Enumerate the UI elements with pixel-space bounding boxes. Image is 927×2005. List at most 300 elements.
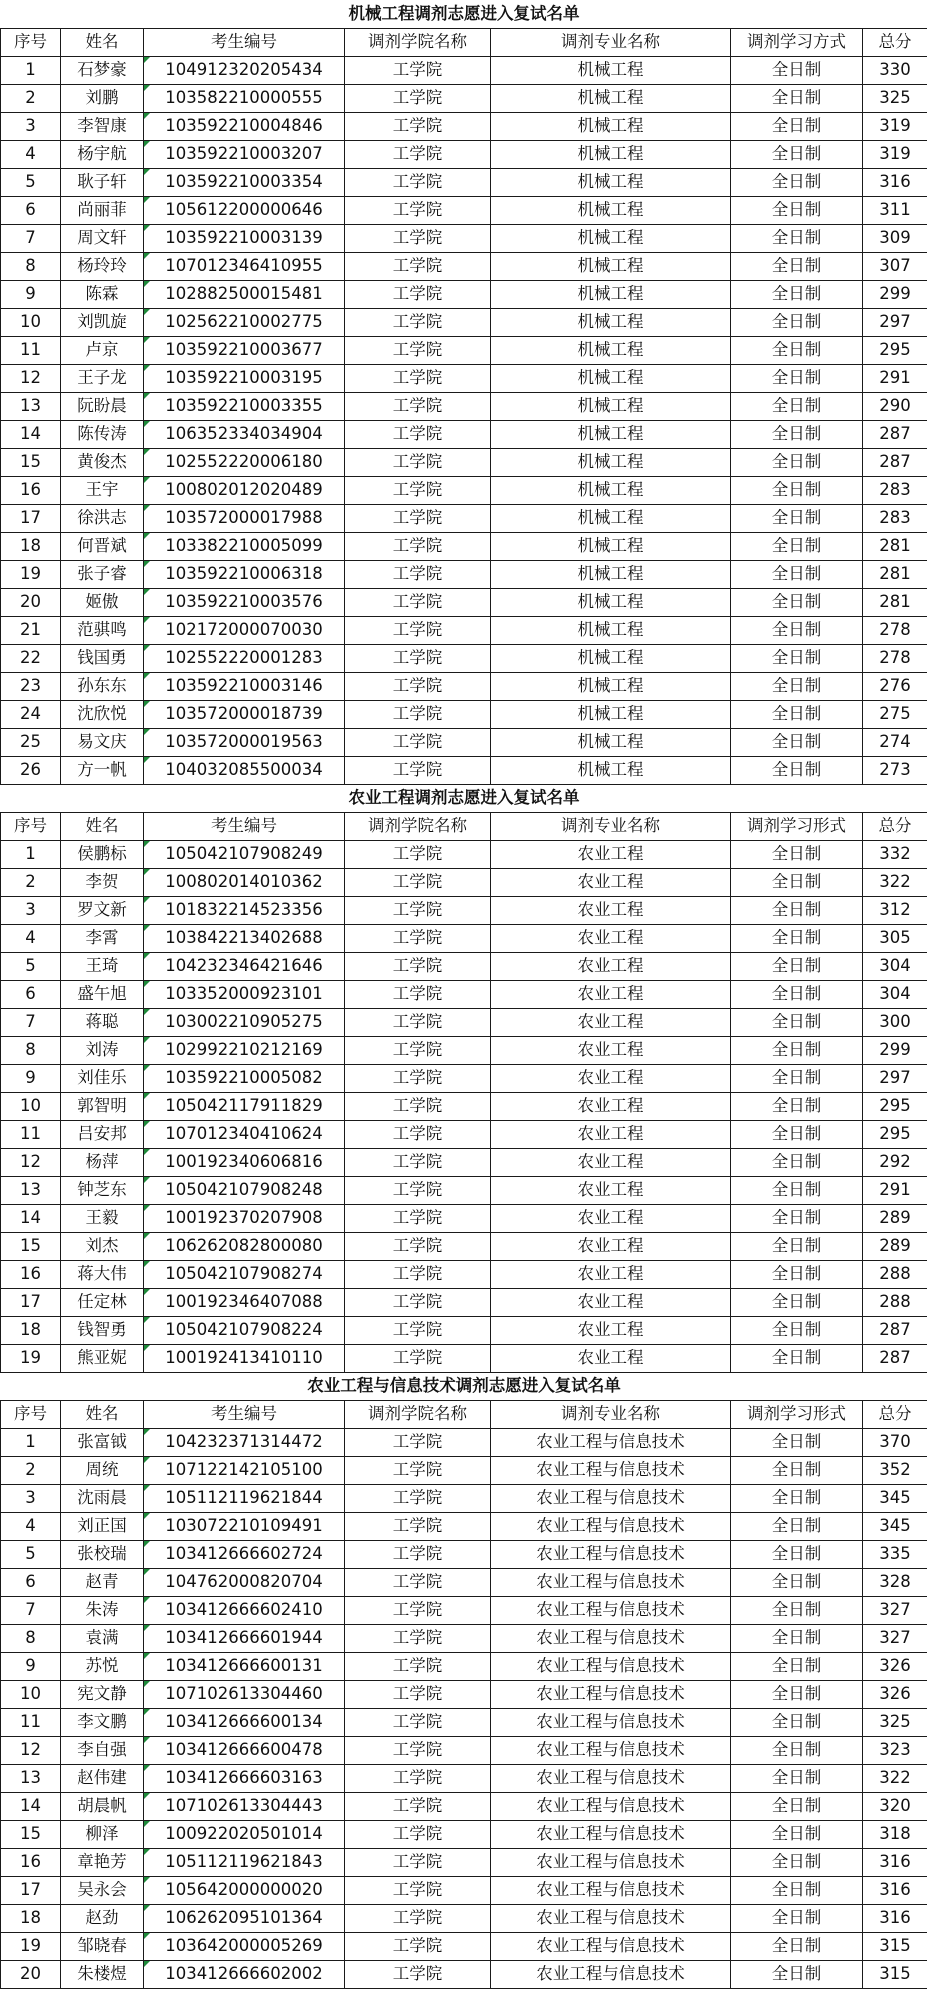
header-student-name: 姓名	[61, 28, 144, 56]
college-name-cell: 工学院	[345, 1596, 491, 1624]
serial-no-cell: 8	[1, 252, 61, 280]
student-name-cell: 姬傲	[61, 588, 144, 616]
table-row	[1, 1764, 927, 1792]
total-score-cell: 287	[863, 420, 927, 448]
student-name-cell: 宪文静	[61, 1680, 144, 1708]
exam-id-cell: 103572000018739	[144, 700, 345, 728]
exam-id-cell: 102992210212169	[144, 1036, 345, 1064]
major-name-cell: 机械工程	[491, 448, 731, 476]
study-mode-cell: 全日制	[731, 588, 863, 616]
study-mode-cell: 全日制	[731, 1596, 863, 1624]
student-name-cell: 李文鹏	[61, 1708, 144, 1736]
total-score-cell: 328	[863, 1568, 927, 1596]
total-score-cell: 304	[863, 980, 927, 1008]
study-mode-cell: 全日制	[731, 1008, 863, 1036]
total-score-cell: 323	[863, 1736, 927, 1764]
study-mode-cell: 全日制	[731, 532, 863, 560]
major-name-cell: 农业工程	[491, 1120, 731, 1148]
total-score-cell: 345	[863, 1484, 927, 1512]
table-row	[1, 140, 927, 168]
exam-id-cell: 107012340410624	[144, 1120, 345, 1148]
total-score-cell: 295	[863, 1092, 927, 1120]
exam-id-cell: 105042107908248	[144, 1176, 345, 1204]
study-mode-cell: 全日制	[731, 896, 863, 924]
study-mode-cell: 全日制	[731, 1708, 863, 1736]
major-name-cell: 农业工程与信息技术	[491, 1820, 731, 1848]
study-mode-cell: 全日制	[731, 1260, 863, 1288]
college-name-cell: 工学院	[345, 644, 491, 672]
table-row	[1, 1792, 927, 1820]
study-mode-cell: 全日制	[731, 140, 863, 168]
exam-id-cell: 103412666600131	[144, 1652, 345, 1680]
major-name-cell: 机械工程	[491, 476, 731, 504]
agricultural-engineering-title-row	[1, 784, 927, 812]
total-score-cell: 287	[863, 1344, 927, 1372]
exam-id-cell: 100802014010362	[144, 868, 345, 896]
college-name-cell: 工学院	[345, 896, 491, 924]
major-name-cell: 机械工程	[491, 112, 731, 140]
college-name-cell: 工学院	[345, 1456, 491, 1484]
header-serial-no: 序号	[1, 28, 61, 56]
study-mode-cell: 全日制	[731, 1960, 863, 1988]
college-name-cell: 工学院	[345, 1736, 491, 1764]
table-row	[1, 1820, 927, 1848]
exam-id-cell: 104912320205434	[144, 56, 345, 84]
table-row	[1, 280, 927, 308]
exam-id-cell: 103592210003677	[144, 336, 345, 364]
serial-no-cell: 2	[1, 868, 61, 896]
student-name-cell: 李霄	[61, 924, 144, 952]
major-name-cell: 机械工程	[491, 504, 731, 532]
exam-id-cell: 103842213402688	[144, 924, 345, 952]
total-score-cell: 274	[863, 728, 927, 756]
table-row	[1, 448, 927, 476]
total-score-cell: 292	[863, 1148, 927, 1176]
study-mode-cell: 全日制	[731, 560, 863, 588]
college-name-cell: 工学院	[345, 112, 491, 140]
major-name-cell: 农业工程与信息技术	[491, 1904, 731, 1932]
student-name-cell: 吕安邦	[61, 1120, 144, 1148]
student-name-cell: 孙东东	[61, 672, 144, 700]
study-mode-cell: 全日制	[731, 840, 863, 868]
total-score-cell: 319	[863, 112, 927, 140]
study-mode-cell: 全日制	[731, 1512, 863, 1540]
total-score-cell: 316	[863, 1876, 927, 1904]
exam-id-cell: 103592210003354	[144, 168, 345, 196]
major-name-cell: 农业工程与信息技术	[491, 1596, 731, 1624]
table-row	[1, 1036, 927, 1064]
college-name-cell: 工学院	[345, 308, 491, 336]
student-name-cell: 杨玲玲	[61, 252, 144, 280]
exam-id-cell: 103592210003146	[144, 672, 345, 700]
table-row	[1, 196, 927, 224]
college-name-cell: 工学院	[345, 364, 491, 392]
total-score-cell: 312	[863, 896, 927, 924]
serial-no-cell: 24	[1, 700, 61, 728]
study-mode-cell: 全日制	[731, 392, 863, 420]
table-row	[1, 308, 927, 336]
table-row	[1, 1288, 927, 1316]
study-mode-cell: 全日制	[731, 1764, 863, 1792]
table-row	[1, 504, 927, 532]
college-name-cell: 工学院	[345, 56, 491, 84]
college-name-cell: 工学院	[345, 196, 491, 224]
serial-no-cell: 14	[1, 1792, 61, 1820]
total-score-cell: 283	[863, 476, 927, 504]
table-row	[1, 420, 927, 448]
serial-no-cell: 21	[1, 616, 61, 644]
student-name-cell: 王琦	[61, 952, 144, 980]
serial-no-cell: 16	[1, 476, 61, 504]
college-name-cell: 工学院	[345, 1792, 491, 1820]
exam-id-cell: 103412666602724	[144, 1540, 345, 1568]
exam-id-cell: 100922020501014	[144, 1820, 345, 1848]
table-row	[1, 560, 927, 588]
study-mode-cell: 全日制	[731, 196, 863, 224]
table-row	[1, 952, 927, 980]
college-name-cell: 工学院	[345, 280, 491, 308]
major-name-cell: 机械工程	[491, 364, 731, 392]
college-name-cell: 工学院	[345, 1036, 491, 1064]
study-mode-cell: 全日制	[731, 700, 863, 728]
exam-id-cell: 100192346407088	[144, 1288, 345, 1316]
student-name-cell: 蒋大伟	[61, 1260, 144, 1288]
major-name-cell: 机械工程	[491, 616, 731, 644]
total-score-cell: 316	[863, 1904, 927, 1932]
table-row	[1, 728, 927, 756]
exam-id-cell: 102172000070030	[144, 616, 345, 644]
study-mode-cell: 全日制	[731, 1624, 863, 1652]
college-name-cell: 工学院	[345, 140, 491, 168]
student-name-cell: 侯鹏标	[61, 840, 144, 868]
header-student-name: 姓名	[61, 812, 144, 840]
table-row	[1, 1904, 927, 1932]
study-mode-cell: 全日制	[731, 1876, 863, 1904]
table-row	[1, 1736, 927, 1764]
major-name-cell: 机械工程	[491, 644, 731, 672]
table-row	[1, 112, 927, 140]
exam-id-cell: 102552220006180	[144, 448, 345, 476]
serial-no-cell: 18	[1, 532, 61, 560]
exam-id-cell: 107102613304443	[144, 1792, 345, 1820]
student-name-cell: 袁满	[61, 1624, 144, 1652]
student-name-cell: 王子龙	[61, 364, 144, 392]
table-row	[1, 756, 927, 784]
student-name-cell: 卢京	[61, 336, 144, 364]
header-study-mode: 调剂学习形式	[731, 1400, 863, 1428]
student-name-cell: 徐洪志	[61, 504, 144, 532]
college-name-cell: 工学院	[345, 504, 491, 532]
study-mode-cell: 全日制	[731, 1540, 863, 1568]
table-row	[1, 1960, 927, 1988]
serial-no-cell: 13	[1, 392, 61, 420]
major-name-cell: 农业工程	[491, 1260, 731, 1288]
college-name-cell: 工学院	[345, 1232, 491, 1260]
serial-no-cell: 10	[1, 1092, 61, 1120]
study-mode-cell: 全日制	[731, 56, 863, 84]
table-row	[1, 168, 927, 196]
college-name-cell: 工学院	[345, 1624, 491, 1652]
total-score-cell: 295	[863, 336, 927, 364]
total-score-cell: 291	[863, 364, 927, 392]
total-score-cell: 307	[863, 252, 927, 280]
serial-no-cell: 2	[1, 84, 61, 112]
serial-no-cell: 1	[1, 1428, 61, 1456]
study-mode-cell: 全日制	[731, 1036, 863, 1064]
header-college-name: 调剂学院名称	[345, 812, 491, 840]
serial-no-cell: 23	[1, 672, 61, 700]
serial-no-cell: 11	[1, 1120, 61, 1148]
total-score-cell: 304	[863, 952, 927, 980]
exam-id-cell: 102562210002775	[144, 308, 345, 336]
total-score-cell: 327	[863, 1596, 927, 1624]
table-row	[1, 392, 927, 420]
total-score-cell: 288	[863, 1288, 927, 1316]
total-score-cell: 281	[863, 532, 927, 560]
exam-id-cell: 103352000923101	[144, 980, 345, 1008]
major-name-cell: 机械工程	[491, 84, 731, 112]
table-row	[1, 1120, 927, 1148]
total-score-cell: 281	[863, 588, 927, 616]
table-row	[1, 868, 927, 896]
exam-id-cell: 103412666602410	[144, 1596, 345, 1624]
serial-no-cell: 15	[1, 448, 61, 476]
study-mode-cell: 全日制	[731, 84, 863, 112]
major-name-cell: 机械工程	[491, 252, 731, 280]
serial-no-cell: 17	[1, 1288, 61, 1316]
serial-no-cell: 7	[1, 1008, 61, 1036]
serial-no-cell: 9	[1, 1064, 61, 1092]
exam-id-cell: 104032085500034	[144, 756, 345, 784]
exam-id-cell: 103412666600478	[144, 1736, 345, 1764]
table-row	[1, 1624, 927, 1652]
student-name-cell: 章艳芳	[61, 1848, 144, 1876]
study-mode-cell: 全日制	[731, 1820, 863, 1848]
section-title: 机械工程调剂志愿进入复试名单	[1, 0, 927, 28]
serial-no-cell: 6	[1, 1568, 61, 1596]
header-major-name: 调剂专业名称	[491, 812, 731, 840]
total-score-cell: 305	[863, 924, 927, 952]
study-mode-cell: 全日制	[731, 336, 863, 364]
serial-no-cell: 8	[1, 1624, 61, 1652]
mechanical-engineering-title-row	[1, 0, 927, 28]
total-score-cell: 316	[863, 1848, 927, 1876]
study-mode-cell: 全日制	[731, 1120, 863, 1148]
major-name-cell: 农业工程	[491, 1232, 731, 1260]
student-name-cell: 钱国勇	[61, 644, 144, 672]
header-exam-id: 考生编号	[144, 812, 345, 840]
college-name-cell: 工学院	[345, 1876, 491, 1904]
student-name-cell: 盛午旭	[61, 980, 144, 1008]
study-mode-cell: 全日制	[731, 1680, 863, 1708]
major-name-cell: 机械工程	[491, 560, 731, 588]
study-mode-cell: 全日制	[731, 448, 863, 476]
college-name-cell: 工学院	[345, 1652, 491, 1680]
total-score-cell: 330	[863, 56, 927, 84]
college-name-cell: 工学院	[345, 224, 491, 252]
major-name-cell: 农业工程与信息技术	[491, 1540, 731, 1568]
study-mode-cell: 全日制	[731, 1428, 863, 1456]
serial-no-cell: 1	[1, 840, 61, 868]
total-score-cell: 273	[863, 756, 927, 784]
major-name-cell: 机械工程	[491, 756, 731, 784]
major-name-cell: 机械工程	[491, 392, 731, 420]
exam-id-cell: 107102613304460	[144, 1680, 345, 1708]
serial-no-cell: 1	[1, 56, 61, 84]
college-name-cell: 工学院	[345, 448, 491, 476]
table-row	[1, 616, 927, 644]
college-name-cell: 工学院	[345, 1204, 491, 1232]
table-row	[1, 896, 927, 924]
table-row	[1, 1680, 927, 1708]
header-major-name: 调剂专业名称	[491, 1400, 731, 1428]
major-name-cell: 农业工程与信息技术	[491, 1736, 731, 1764]
table-row	[1, 1232, 927, 1260]
total-score-cell: 325	[863, 1708, 927, 1736]
serial-no-cell: 5	[1, 168, 61, 196]
total-score-cell: 332	[863, 840, 927, 868]
major-name-cell: 机械工程	[491, 728, 731, 756]
major-name-cell: 机械工程	[491, 196, 731, 224]
student-name-cell: 吴永会	[61, 1876, 144, 1904]
total-score-cell: 320	[863, 1792, 927, 1820]
major-name-cell: 农业工程	[491, 952, 731, 980]
major-name-cell: 农业工程与信息技术	[491, 1680, 731, 1708]
total-score-cell: 297	[863, 308, 927, 336]
table-row	[1, 840, 927, 868]
total-score-cell: 287	[863, 448, 927, 476]
table-row	[1, 1596, 927, 1624]
header-major-name: 调剂专业名称	[491, 28, 731, 56]
serial-no-cell: 3	[1, 1484, 61, 1512]
table-row	[1, 224, 927, 252]
student-name-cell: 张校瑞	[61, 1540, 144, 1568]
serial-no-cell: 4	[1, 140, 61, 168]
major-name-cell: 农业工程与信息技术	[491, 1568, 731, 1596]
college-name-cell: 工学院	[345, 252, 491, 280]
serial-no-cell: 13	[1, 1176, 61, 1204]
major-name-cell: 农业工程	[491, 1288, 731, 1316]
serial-no-cell: 20	[1, 1960, 61, 1988]
student-name-cell: 方一帆	[61, 756, 144, 784]
major-name-cell: 农业工程	[491, 840, 731, 868]
college-name-cell: 工学院	[345, 420, 491, 448]
student-name-cell: 李智康	[61, 112, 144, 140]
major-name-cell: 农业工程与信息技术	[491, 1848, 731, 1876]
serial-no-cell: 14	[1, 1204, 61, 1232]
study-mode-cell: 全日制	[731, 224, 863, 252]
college-name-cell: 工学院	[345, 1904, 491, 1932]
student-name-cell: 钟芝东	[61, 1176, 144, 1204]
exam-id-cell: 103572000019563	[144, 728, 345, 756]
table-row	[1, 1540, 927, 1568]
exam-id-cell: 103412666600134	[144, 1708, 345, 1736]
exam-id-cell: 105042117911829	[144, 1092, 345, 1120]
major-name-cell: 农业工程与信息技术	[491, 1764, 731, 1792]
major-name-cell: 农业工程	[491, 1176, 731, 1204]
exam-id-cell: 106352334034904	[144, 420, 345, 448]
student-name-cell: 沈欣悦	[61, 700, 144, 728]
major-name-cell: 农业工程	[491, 1148, 731, 1176]
major-name-cell: 农业工程与信息技术	[491, 1428, 731, 1456]
table-row	[1, 56, 927, 84]
student-name-cell: 郭智明	[61, 1092, 144, 1120]
college-name-cell: 工学院	[345, 728, 491, 756]
table-row	[1, 1316, 927, 1344]
serial-no-cell: 15	[1, 1820, 61, 1848]
section-title: 农业工程调剂志愿进入复试名单	[1, 784, 927, 812]
header-college-name: 调剂学院名称	[345, 28, 491, 56]
total-score-cell: 278	[863, 644, 927, 672]
college-name-cell: 工学院	[345, 1820, 491, 1848]
exam-id-cell: 103412666602002	[144, 1960, 345, 1988]
section-title: 农业工程与信息技术调剂志愿进入复试名单	[1, 1372, 927, 1400]
major-name-cell: 农业工程与信息技术	[491, 1792, 731, 1820]
major-name-cell: 农业工程与信息技术	[491, 1932, 731, 1960]
table-row	[1, 1064, 927, 1092]
serial-no-cell: 11	[1, 1708, 61, 1736]
major-name-cell: 农业工程与信息技术	[491, 1652, 731, 1680]
table-row	[1, 1568, 927, 1596]
study-mode-cell: 全日制	[731, 924, 863, 952]
table-row	[1, 336, 927, 364]
exam-id-cell: 105042107908224	[144, 1316, 345, 1344]
college-name-cell: 工学院	[345, 1092, 491, 1120]
study-mode-cell: 全日制	[731, 1316, 863, 1344]
agricultural-engineering-header-row	[1, 812, 927, 840]
table-row	[1, 532, 927, 560]
student-name-cell: 赵伟建	[61, 1764, 144, 1792]
serial-no-cell: 14	[1, 420, 61, 448]
student-name-cell: 耿子轩	[61, 168, 144, 196]
college-name-cell: 工学院	[345, 1064, 491, 1092]
exam-id-cell: 100192340606816	[144, 1148, 345, 1176]
serial-no-cell: 12	[1, 1148, 61, 1176]
table-row	[1, 980, 927, 1008]
agri-eng-info-tech-header-row	[1, 1400, 927, 1428]
serial-no-cell: 25	[1, 728, 61, 756]
exam-id-cell: 103572000017988	[144, 504, 345, 532]
major-name-cell: 农业工程	[491, 1008, 731, 1036]
total-score-cell: 291	[863, 1176, 927, 1204]
major-name-cell: 农业工程	[491, 1344, 731, 1372]
exam-id-cell: 102552220001283	[144, 644, 345, 672]
study-mode-cell: 全日制	[731, 980, 863, 1008]
table-row	[1, 644, 927, 672]
major-name-cell: 农业工程	[491, 896, 731, 924]
serial-no-cell: 3	[1, 112, 61, 140]
college-name-cell: 工学院	[345, 700, 491, 728]
serial-no-cell: 2	[1, 1456, 61, 1484]
major-name-cell: 农业工程与信息技术	[491, 1876, 731, 1904]
table-row	[1, 476, 927, 504]
major-name-cell: 机械工程	[491, 308, 731, 336]
total-score-cell: 309	[863, 224, 927, 252]
table-row	[1, 1344, 927, 1372]
total-score-cell: 319	[863, 140, 927, 168]
exam-id-cell: 103592210006318	[144, 560, 345, 588]
table-row	[1, 1008, 927, 1036]
study-mode-cell: 全日制	[731, 112, 863, 140]
student-name-cell: 赵劲	[61, 1904, 144, 1932]
total-score-cell: 290	[863, 392, 927, 420]
student-name-cell: 陈传涛	[61, 420, 144, 448]
major-name-cell: 农业工程与信息技术	[491, 1624, 731, 1652]
student-name-cell: 钱智勇	[61, 1316, 144, 1344]
study-mode-cell: 全日制	[731, 1176, 863, 1204]
agri-eng-info-tech-title-row	[1, 1372, 927, 1400]
major-name-cell: 农业工程	[491, 1064, 731, 1092]
